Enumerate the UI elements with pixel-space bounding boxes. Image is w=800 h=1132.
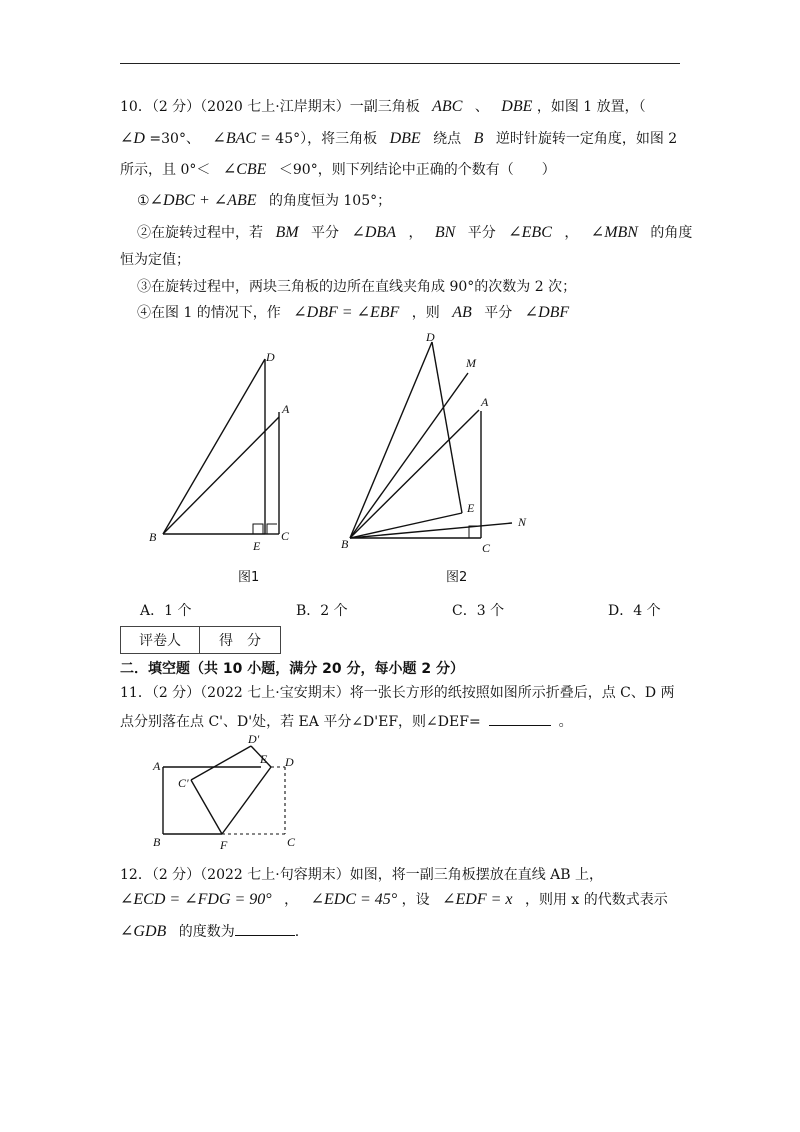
score-cell: 得 分 xyxy=(200,627,281,654)
fig1-label-A: A xyxy=(282,402,290,416)
fig2-label-A: A xyxy=(481,395,489,409)
fig1-label-D: D xyxy=(266,350,275,364)
q10-option-b[interactable]: B．2 个 xyxy=(296,603,348,619)
q10-figure-2 xyxy=(336,325,536,589)
fig2-label-N: N xyxy=(518,515,527,529)
q11-label-D: D xyxy=(285,755,294,769)
q10-statement-2: ②在旋转过程中，若 BM 平分 ∠DBA ， BN 平分 ∠EBC ， ∠MBN 的角度 xyxy=(137,224,693,241)
q11-figure xyxy=(148,730,318,854)
q11-line2: 点分别落在点 C'、D'处，若 EA 平分∠D'EF，则∠DEF= 。 xyxy=(120,711,573,732)
q10-statement-1: ①∠DBC + ∠ABE 的角度恒为 105°； xyxy=(137,192,392,209)
q10-statement-2-cont: 恒为定值； xyxy=(120,252,190,268)
q11-label-A: A xyxy=(153,759,161,773)
fig2-label-M: M xyxy=(466,356,476,370)
q11-label-Cp: C' xyxy=(178,776,189,790)
fig2-label-E: E xyxy=(467,501,475,515)
q11-label-Dp: D' xyxy=(248,732,260,746)
fig2-label-B: B xyxy=(341,537,349,551)
q10-statement-3: ③在旋转过程中，两块三角板的边所在直线夹角成 90°的次数为 2 次； xyxy=(137,279,577,295)
q11-label-C: C xyxy=(287,835,296,849)
q10-option-a[interactable]: A．1 个 xyxy=(140,603,192,619)
score-table xyxy=(120,626,281,654)
reviewer-cell: 评卷人 xyxy=(121,627,200,654)
q10-figure-1 xyxy=(140,345,320,589)
fig1-label-E: E xyxy=(253,539,261,553)
fig2-label-D: D xyxy=(426,330,435,344)
fig1-label-C: C xyxy=(281,529,290,543)
q12-line1: 12．（2 分）（2022 七上·句容期末）如图，将一副三角板摆放在直线 AB 上， xyxy=(120,867,603,883)
q10-option-d[interactable]: D．4 个 xyxy=(608,603,661,619)
fig2-caption: 图2 xyxy=(446,570,468,585)
q11-label-B: B xyxy=(153,835,161,849)
fig1-label-B: B xyxy=(149,530,157,544)
section-2-title: 二．填空题（共 10 小题，满分 20 分，每小题 2 分） xyxy=(120,661,464,677)
q11-label-F: F xyxy=(220,838,228,852)
fig2-label-C: C xyxy=(482,541,491,555)
q11-line1: 11．（2 分）（2022 七上·宝安期末）将一张长方形的纸按照如图所示折叠后，点 C、D 两 xyxy=(120,685,675,701)
q12-line2: ∠ECD = ∠FDG = 90° ， ∠EDC = 45° ，设 ∠EDF = x ，则用 x 的代数式表示 xyxy=(120,891,668,908)
header-rule xyxy=(120,63,680,64)
q10-statement-4: ④在图 1 的情况下，作 ∠DBF = ∠EBF ，则 AB 平分 ∠DBF xyxy=(137,304,570,321)
q12-answer-blank[interactable] xyxy=(235,921,295,936)
fig1-caption: 图1 xyxy=(238,570,260,585)
q11-label-E: E xyxy=(260,752,268,766)
q10-line3: 所示，且 0°＜ ∠CBE ＜90°，则下列结论中正确的个数有（ ） xyxy=(120,161,556,178)
q10-option-c[interactable]: C．3 个 xyxy=(452,603,505,619)
q11-answer-blank[interactable] xyxy=(489,711,551,726)
q10-line1: 10．（2 分）（2020 七上·江岸期末）一副三角板 ABC 、 DBE ，如图 1 放置，（ xyxy=(120,98,646,115)
q10-line2: ∠D =30°、 ∠BAC = 45°），将三角板 DBE 绕点 B 逆时针旋转一定角度，如图 2 xyxy=(120,130,678,147)
q12-line3: ∠GDB 的度数为 . xyxy=(120,923,300,940)
